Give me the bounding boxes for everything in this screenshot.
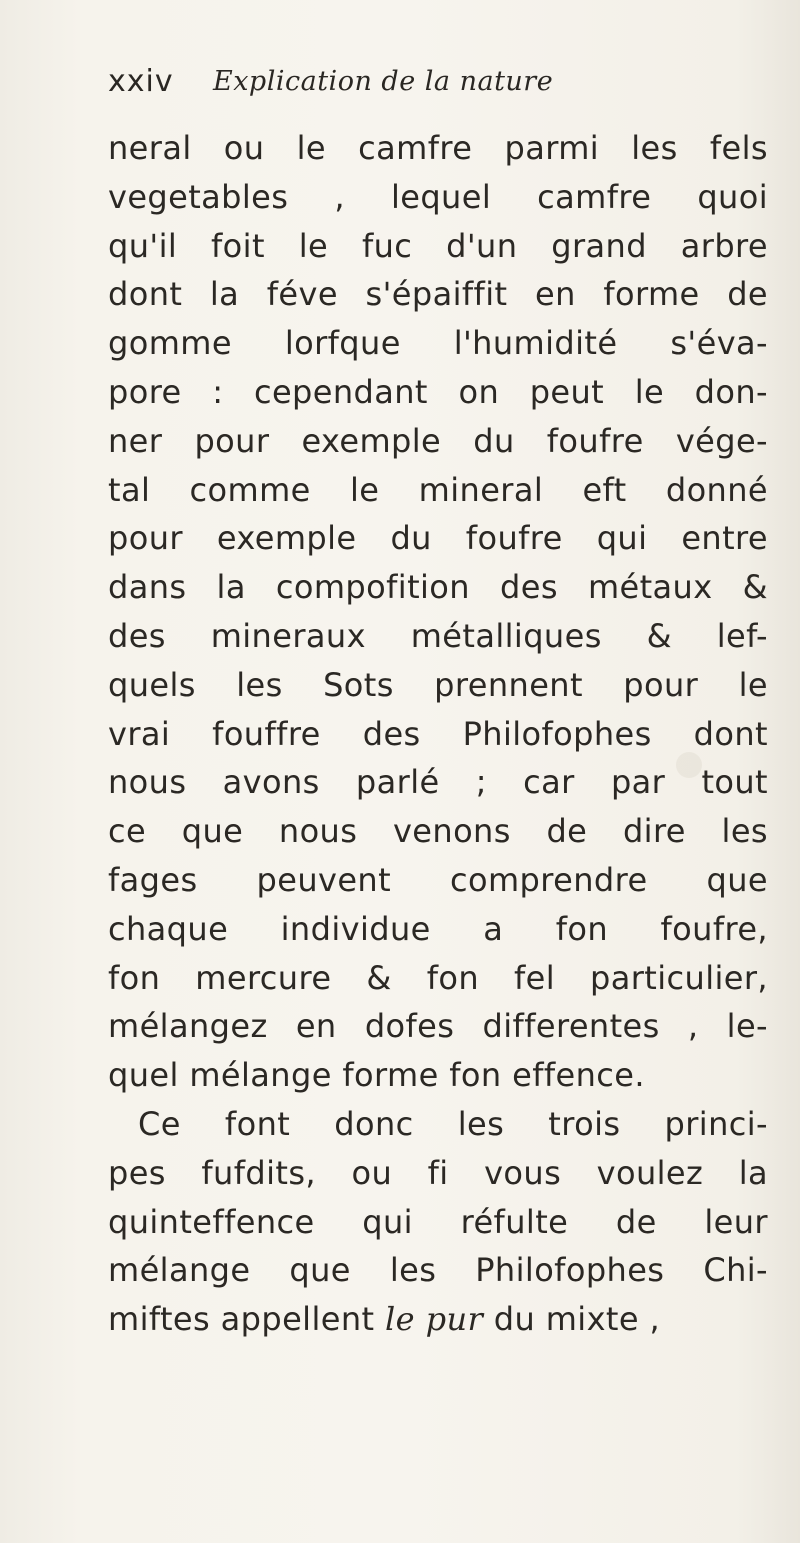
text-line: vrai fouffre des Philofophes dont <box>108 714 768 753</box>
text-line: ce que nous venons de dire les <box>108 812 768 851</box>
text-line: dans la compofition des métaux & <box>108 568 768 607</box>
text-line-indented: Ce font donc les trois princi- <box>138 1104 768 1143</box>
page-header <box>108 64 768 116</box>
text-line: pore : cependant on peut le don- <box>108 372 768 411</box>
text-line: vegetables , lequel camfre quoi <box>108 177 768 216</box>
text-line: neral ou le camfre parmi les fels <box>108 129 768 167</box>
text-line: quel mélange forme fon effence. <box>108 1056 645 1095</box>
text-line: nous avons parlé ; car par tout <box>108 763 768 802</box>
text-line: gomme lorfque l'humidité s'éva- <box>108 324 768 363</box>
text-segment: miftes appellent <box>108 1300 386 1339</box>
text-line: ner pour exemple du foufre vége- <box>108 421 768 460</box>
text-line: dont la féve s'épaiffit en forme de <box>108 275 768 314</box>
italic-term: le pur <box>385 1300 484 1339</box>
text-line: tal comme le mineral eft donné <box>108 470 768 509</box>
text-line: mélange que les Philofophes Chi- <box>108 1251 768 1290</box>
text-line: quinteffence qui réfulte de leur <box>108 1202 768 1241</box>
text-segment: du mixte , <box>483 1300 661 1339</box>
text-line-last <box>108 1295 768 1344</box>
text-line: quels les Sots prennent pour le <box>108 665 768 704</box>
text-line: mélangez en dofes differentes , le- <box>108 1007 768 1046</box>
text-line: des mineraux métalliques & lef- <box>108 616 768 655</box>
text-line: pour exemple du foufre qui entre <box>108 519 768 558</box>
text-line: pes fufdits, ou fi vous voulez la <box>108 1153 768 1192</box>
text-line: fages peuvent comprendre que <box>108 860 768 899</box>
text-line: fon mercure & fon fel particulier, <box>108 958 768 997</box>
text-line: qu'il foit le fuc d'un grand arbre <box>108 226 768 265</box>
text-line: chaque individue a fon foufre, <box>108 909 768 948</box>
page-number: xxiv <box>108 64 174 99</box>
running-title: Explication de la nature <box>213 66 554 97</box>
body-text <box>108 124 768 1344</box>
